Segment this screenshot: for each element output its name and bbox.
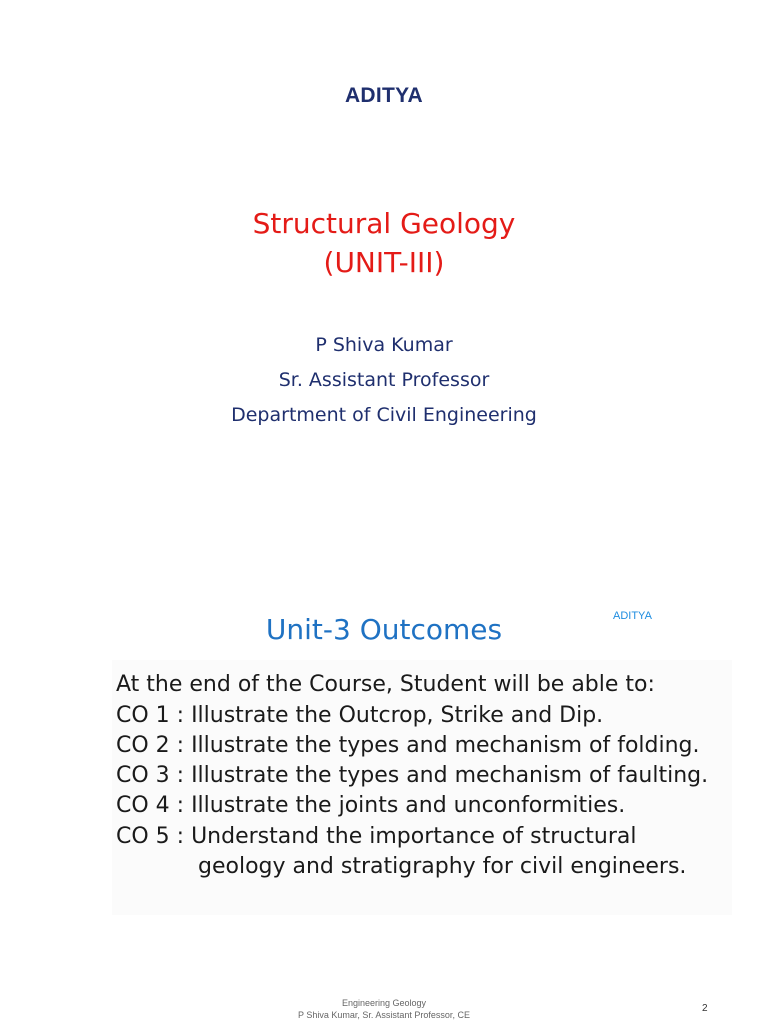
author-department: Department of Civil Engineering bbox=[231, 404, 537, 426]
page-number: 2 bbox=[702, 1003, 708, 1014]
outcome-item-co5-continued: geology and stratigraphy for civil engineers. bbox=[198, 854, 687, 879]
author-name: P Shiva Kumar bbox=[315, 334, 453, 356]
footer-author: P Shiva Kumar, Sr. Assistant Professor, CE bbox=[298, 1010, 470, 1020]
slide-subtitle: (UNIT-III) bbox=[323, 246, 445, 279]
slide-title: Structural Geology bbox=[252, 207, 516, 240]
brand-small-text: ADITYA bbox=[613, 610, 652, 622]
outcome-item-co4: CO 4 : Illustrate the joints and unconformities. bbox=[116, 793, 626, 818]
author-role: Sr. Assistant Professor bbox=[278, 369, 490, 391]
outcomes-intro: At the end of the Course, Student will be able to: bbox=[116, 672, 655, 697]
outcome-item-co2: CO 2 : Illustrate the types and mechanism of folding. bbox=[116, 733, 700, 758]
outcome-item-co5: CO 5 : Understand the importance of structural bbox=[116, 824, 637, 849]
brand-logo-text: ADITYA bbox=[344, 84, 424, 107]
footer-course: Engineering Geology bbox=[341, 998, 427, 1008]
outcome-item-co1: CO 1 : Illustrate the Outcrop, Strike and Dip. bbox=[116, 703, 604, 728]
outcomes-title: Unit-3 Outcomes bbox=[265, 613, 503, 646]
outcome-item-co3: CO 3 : Illustrate the types and mechanism of faulting. bbox=[116, 763, 709, 788]
